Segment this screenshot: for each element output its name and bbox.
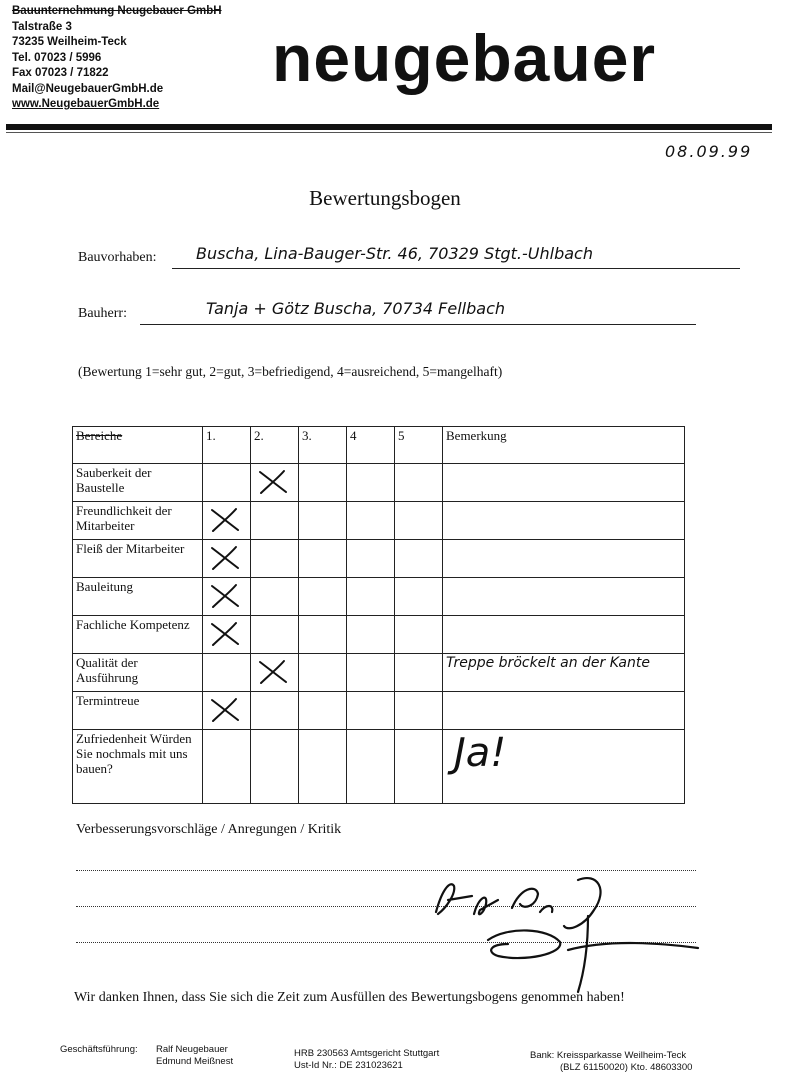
rating-cell-4: [347, 692, 395, 730]
table-row: [73, 616, 685, 654]
criterion-label: Bauleitung: [73, 578, 203, 616]
header-divider: [6, 124, 772, 130]
rating-cell-5: [395, 540, 443, 578]
project-line: [172, 268, 740, 269]
bank-name: Bank: Kreissparkasse Weilheim-Teck: [530, 1050, 687, 1061]
criterion-label: Sauberkeit der Baustelle: [73, 464, 203, 502]
suggestions-label: Verbesserungsvorschläge / Anregungen / Kritik: [76, 822, 342, 837]
commercial-register: HRB 230563 Amtsgericht Stuttgart: [294, 1048, 440, 1059]
criterion-label: Zufriedenheit Würden Sie nochmals mit uns bauen?: [73, 730, 203, 804]
rating-table: [72, 426, 685, 804]
table-header-cell: 1.: [203, 427, 251, 464]
company-logo: neugebauer: [272, 21, 657, 95]
table-row: [73, 730, 685, 804]
company-mail: Mail@NeugebauerGmbH.de: [12, 82, 164, 95]
vat-id: Ust-Id Nr.: DE 231023621: [294, 1060, 403, 1071]
remark-cell: [443, 502, 685, 540]
remark-cell: [443, 654, 685, 692]
handwritten-date: 08.09.99: [665, 142, 753, 161]
remark-cell: [443, 464, 685, 502]
manager-2: Edmund Meißnest: [156, 1056, 234, 1067]
rating-cell-3: [299, 730, 347, 804]
rating-cell-5: [395, 616, 443, 654]
client-label: Bauherr:: [78, 306, 127, 321]
remark-cell: [443, 692, 685, 730]
rating-cell-5: [395, 730, 443, 804]
remark-cell: [443, 540, 685, 578]
rating-cell-4: [347, 578, 395, 616]
table-row: [73, 540, 685, 578]
criterion-label: Fleiß der Mitarbeiter: [73, 540, 203, 578]
remark-cell: [443, 616, 685, 654]
header-divider-thin: [6, 132, 772, 133]
rating-cell-1: [203, 654, 251, 692]
company-city: 73235 Weilheim-Teck: [12, 36, 127, 48]
rating-cell-4: [347, 616, 395, 654]
rating-cell-3: [299, 654, 347, 692]
client-line: [140, 324, 696, 325]
table-header-row: [73, 427, 685, 464]
x-mark-icon: [209, 583, 241, 609]
manager-1: Ralf Neugebauer: [156, 1044, 228, 1055]
criterion-label: Fachliche Kompetenz: [73, 616, 203, 654]
company-street: Talstraße 3: [12, 20, 72, 33]
rating-cell-1: [203, 540, 251, 578]
company-fax: Fax 07023 / 71822: [12, 67, 109, 79]
management-label: Geschäftsführung:: [60, 1044, 138, 1055]
rating-cell-2: [251, 654, 299, 692]
x-mark-icon: [209, 621, 241, 647]
rating-cell-5: [395, 578, 443, 616]
rating-cell-5: [395, 654, 443, 692]
table-header-cell: 2.: [251, 427, 299, 464]
table-row: [73, 654, 685, 692]
criterion-label: Qualität der Ausführung: [73, 654, 203, 692]
criterion-label: Termintreue: [73, 692, 203, 730]
x-mark-icon: [209, 507, 241, 533]
rating-cell-2: [251, 578, 299, 616]
rating-cell-3: [299, 578, 347, 616]
rating-cell-1: [203, 730, 251, 804]
project-value: Buscha, Lina-Bauger-Str. 46, 70329 Stgt.-Uhlbach: [196, 244, 593, 263]
rating-cell-1: [203, 502, 251, 540]
handwritten-remark: Treppe bröckelt an der Kante: [446, 655, 650, 671]
rating-cell-3: [299, 616, 347, 654]
rating-cell-5: [395, 502, 443, 540]
rating-cell-2: [251, 502, 299, 540]
rating-cell-2: [251, 540, 299, 578]
x-mark-icon: [209, 545, 241, 571]
criterion-label: Freundlichkeit der Mitarbeiter: [73, 502, 203, 540]
rating-cell-4: [347, 464, 395, 502]
project-label: Bauvorhaben:: [78, 250, 157, 265]
rating-cell-3: [299, 540, 347, 578]
table-header-cell: 3.: [299, 427, 347, 464]
table-row: [73, 578, 685, 616]
company-name: Bauunternehmung Neugebauer GmbH: [12, 5, 222, 17]
table-header-cell: 5: [395, 427, 443, 464]
form-title: Bewertungsbogen: [309, 186, 461, 210]
x-mark-icon: [209, 697, 241, 723]
rating-cell-1: [203, 692, 251, 730]
rating-cell-1: [203, 464, 251, 502]
remark-cell: [443, 730, 685, 804]
x-mark-icon: [257, 469, 289, 495]
rating-cell-4: [347, 654, 395, 692]
rating-legend: (Bewertung 1=sehr gut, 2=gut, 3=befriedigend, 4=ausreichend, 5=mangelhaft): [78, 364, 503, 379]
rating-cell-4: [347, 540, 395, 578]
bank-account: (BLZ 61150020) Kto. 48603300: [560, 1062, 693, 1073]
footer: [0, 1040, 800, 1080]
handwritten-signature: [428, 870, 708, 995]
table-header-cell: 4: [347, 427, 395, 464]
company-address-block: [12, 4, 222, 113]
rating-cell-5: [395, 464, 443, 502]
rating-cell-3: [299, 502, 347, 540]
client-value: Tanja + Götz Buscha, 70734 Fellbach: [206, 299, 505, 318]
rating-cell-1: [203, 616, 251, 654]
rating-cell-3: [299, 692, 347, 730]
remark-cell: [443, 578, 685, 616]
company-phone: Tel. 07023 / 5996: [12, 51, 102, 64]
table-row: [73, 692, 685, 730]
table-row: [73, 464, 685, 502]
thank-you-note: Wir danken Ihnen, dass Sie sich die Zeit zum Ausfüllen des Bewertungsbogens genommen haben!: [74, 990, 625, 1005]
rating-cell-4: [347, 730, 395, 804]
rating-cell-4: [347, 502, 395, 540]
rating-cell-2: [251, 616, 299, 654]
rating-cell-2: [251, 730, 299, 804]
rating-cell-2: [251, 464, 299, 502]
table-header-cell: Bemerkung: [443, 427, 685, 464]
rating-cell-5: [395, 692, 443, 730]
rating-cell-1: [203, 578, 251, 616]
rating-cell-2: [251, 692, 299, 730]
rating-cell-3: [299, 464, 347, 502]
table-row: [73, 502, 685, 540]
company-website: www.NeugebauerGmbH.de: [12, 98, 160, 110]
handwritten-remark: Ja!: [454, 730, 507, 776]
table-header-cell: Bereiche: [73, 427, 203, 464]
x-mark-icon: [257, 659, 289, 685]
